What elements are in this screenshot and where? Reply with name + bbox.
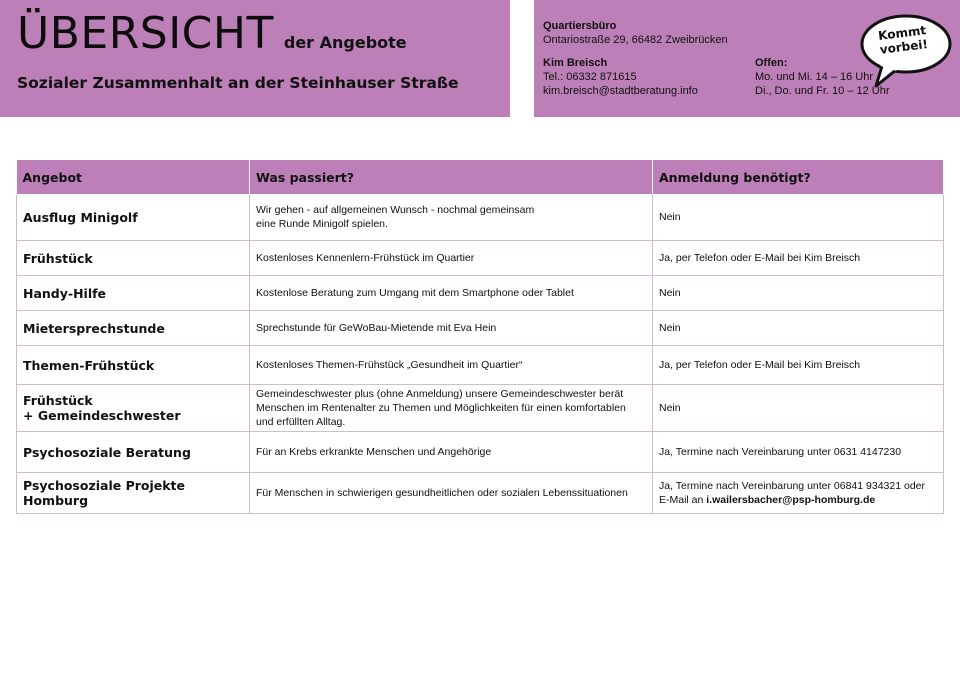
- offer-name: Handy-Hilfe: [17, 276, 250, 311]
- offer-description: Kostenlose Beratung zum Umgang mit dem Smartphone oder Tablet: [250, 276, 653, 311]
- description-line: und erfüllten Alltag.: [256, 416, 346, 428]
- bubble-line-1: Kommt: [877, 23, 927, 43]
- offer-registration: Nein: [653, 276, 944, 311]
- office-address: Ontariostraße 29, 66482 Zweibrücken: [543, 34, 728, 46]
- column-header-offer: Angebot: [17, 160, 250, 194]
- offer-description: Für an Krebs erkrankte Menschen und Angehörige: [250, 432, 653, 473]
- table-row: [17, 432, 944, 473]
- offer-registration: Ja, per Telefon oder E-Mail bei Kim Breisch: [653, 346, 944, 385]
- offer-description: [250, 194, 653, 241]
- offer-description: Kostenloses Kennenlern-Frühstück im Quartier: [250, 241, 653, 276]
- offer-description: Kostenloses Themen-Frühstück „Gesundheit im Quartier“: [250, 346, 653, 385]
- offer-name: Ausflug Minigolf: [17, 194, 250, 241]
- page-title: ÜBERSICHT: [17, 8, 274, 59]
- registration-line: Ja, Termine nach Vereinbarung unter 06841 934321 oder: [659, 480, 926, 492]
- offer-registration: Ja, Termine nach Vereinbarung unter 0631 4147230: [653, 432, 944, 473]
- offer-description: Für Menschen in schwierigen gesundheitlichen oder sozialen Lebenssituationen: [250, 473, 653, 514]
- offer-name-line: + Gemeindeschwester: [23, 408, 181, 423]
- registration-line: [659, 493, 937, 507]
- offer-name: Psychosoziale Beratung: [17, 432, 250, 473]
- description-line: eine Runde Minigolf spielen.: [256, 218, 388, 230]
- offer-name: [17, 385, 250, 432]
- offer-name: Themen-Frühstück: [17, 346, 250, 385]
- table-row: [17, 276, 944, 311]
- hours-title: Offen:: [755, 57, 788, 69]
- offer-description: [250, 385, 653, 432]
- contact-email[interactable]: kim.breisch@stadtberatung.info: [543, 85, 698, 97]
- page-subtitle: Sozialer Zusammenhalt an der Steinhauser Straße: [17, 74, 459, 92]
- description-line: Gemeindeschwester plus (ohne Anmeldung) unsere Gemeindeschwester berät: [256, 388, 624, 400]
- offer-description: Sprechstunde für GeWoBau-Mietende mit Eva Hein: [250, 311, 653, 346]
- office-title: Quartiersbüro: [543, 20, 617, 32]
- registration-email-link[interactable]: i.wailersbacher@psp-homburg.de: [706, 494, 876, 506]
- column-header-registration: Anmeldung benötigt?: [653, 160, 944, 194]
- title-row: [17, 8, 407, 59]
- table-row: [17, 241, 944, 276]
- bubble-line-2: vorbei!: [879, 37, 929, 57]
- offer-registration: Nein: [653, 194, 944, 241]
- table-row: [17, 194, 944, 241]
- hours-line-2: Di., Do. und Fr. 10 – 12 Uhr: [755, 85, 890, 97]
- offer-registration: Ja, per Telefon oder E-Mail bei Kim Breisch: [653, 241, 944, 276]
- offer-name-line: Frühstück: [23, 393, 93, 408]
- contact-name: Kim Breisch: [543, 57, 608, 69]
- offer-name: Mietersprechstunde: [17, 311, 250, 346]
- offers-table: [16, 160, 944, 514]
- table-row: [17, 473, 944, 514]
- contact-phone: Tel.: 06332 871615: [543, 71, 637, 83]
- table-header-row: [17, 160, 944, 194]
- table-row: [17, 346, 944, 385]
- column-header-description: Was passiert?: [250, 160, 653, 194]
- contact-banner: [534, 0, 960, 117]
- registration-email-prefix: E-Mail an: [659, 494, 704, 506]
- office-info: [543, 19, 728, 47]
- offer-registration: Nein: [653, 311, 944, 346]
- header-banner: [0, 0, 510, 117]
- description-line: Wir gehen - auf allgemeinen Wunsch - nochmal gemeinsam: [256, 204, 535, 216]
- page-title-suffix: der Angebote: [283, 33, 407, 52]
- hours-line-1: Mo. und Mi. 14 – 16 Uhr: [755, 71, 874, 83]
- offer-registration: [653, 473, 944, 514]
- table-row: [17, 311, 944, 346]
- offer-registration: Nein: [653, 385, 944, 432]
- table-row: [17, 385, 944, 432]
- offer-name: Frühstück: [17, 241, 250, 276]
- contact-info: [543, 56, 698, 98]
- description-line: Menschen im Rentenalter zu Themen und Möglichkeiten für einen komfortablen: [256, 402, 626, 414]
- offer-name: Psychosoziale Projekte Homburg: [17, 473, 250, 514]
